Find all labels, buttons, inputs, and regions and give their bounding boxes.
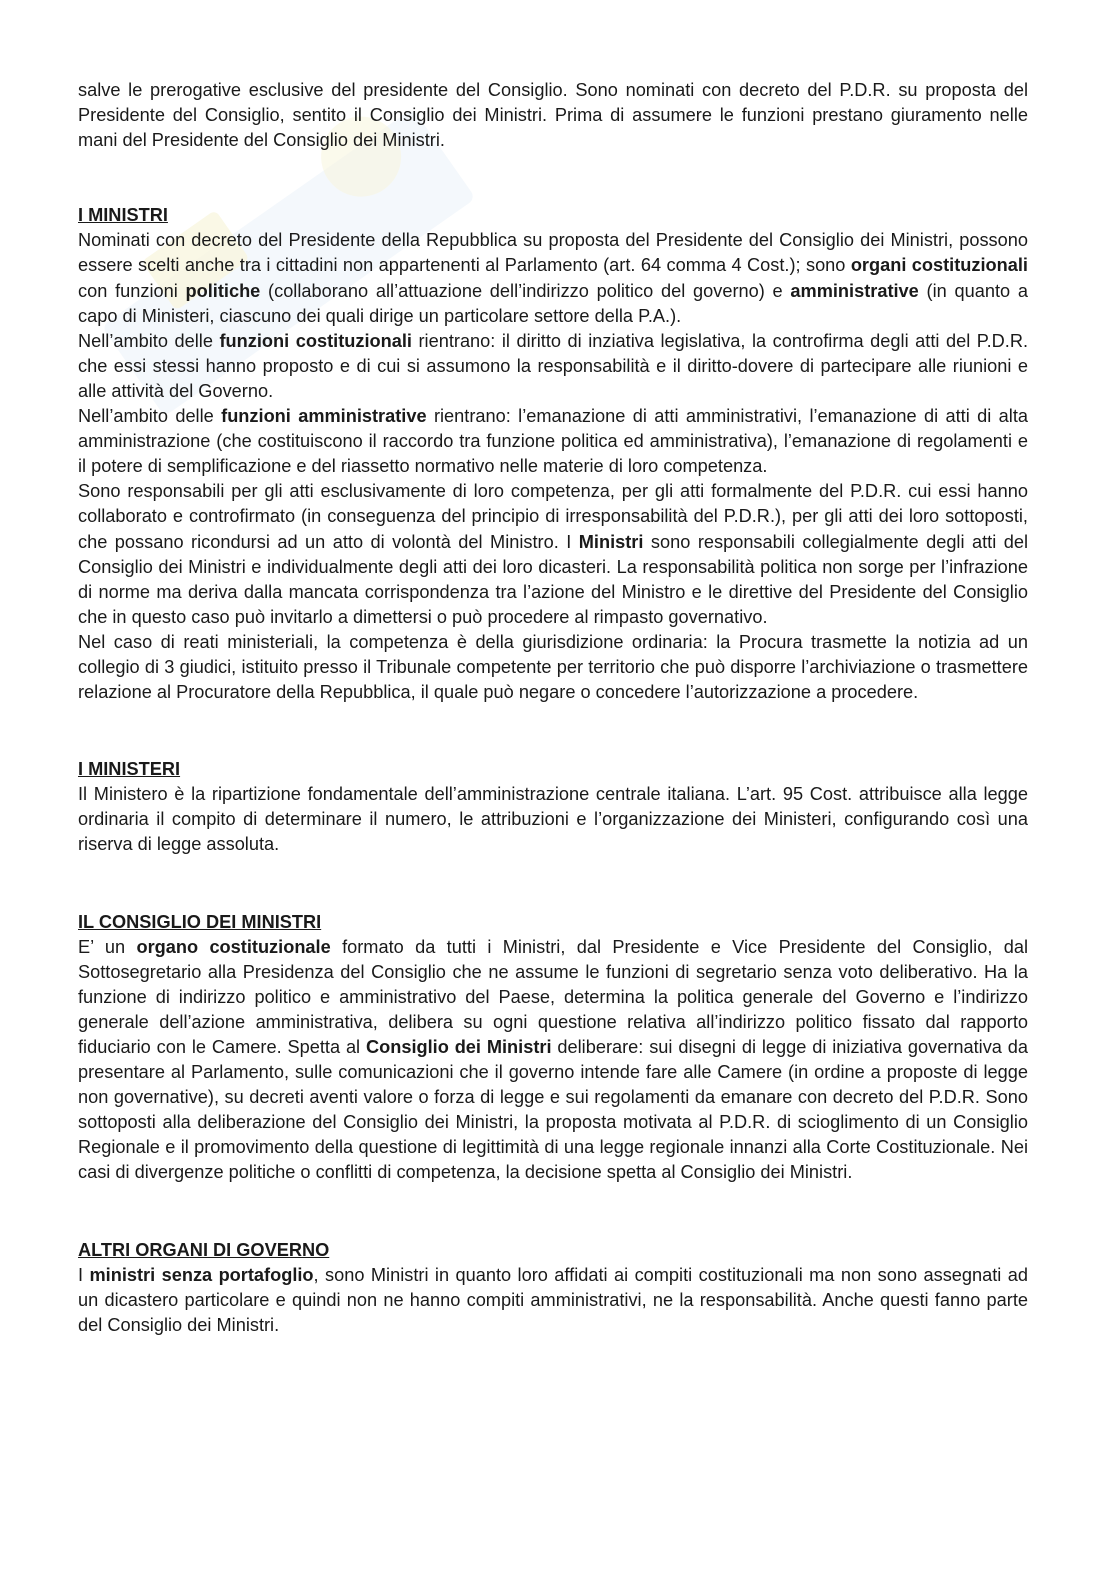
consiglio-paragraph-1: E’ un organo costituzionale formato da tutti i Ministri, dal Presidente e Vice Presidente del Consiglio, dal Sottosegretario alla Presidenza del Consiglio che ne assume le funzioni di segretario senza voto deliberativo. Ha la funzione di indirizzo politico e amministrativo del Paese, determina la politica generale del Governo e l’indirizzo generale dell’azione amministrativa, delibera su ogni questione relativa all’indirizzo politico fissato dal rapporto fiduciario con le Camere. Spetta al Consiglio dei Ministri deliberare: sui disegni di legge di iniziativa governativa da presentare al Parlamento, sulle comunicazioni che il governo intende fare alle Camere (in ordine a proposte di legge non governative), su decreti aventi valore o forza di legge e sui regolamenti da emanare con decreto del P.D.R. Sono sottoposti alla deliberazione del Consiglio dei Ministri, la proposta motivata al P.D.R. di scioglimento di un Consiglio Regionale e il promovimento della questione di legittimità di una legge regionale innanzi alla Corte Costituzionale. Nei casi di divergenze politiche o conflitti di competenza, la decisione spetta al Consiglio dei Ministri. — [78, 936, 1029, 1183]
section-ministri — [78, 203, 1028, 705]
ministri-paragraph-1: Nominati con decreto del Presidente della Repubblica su proposta del Presidente del Consiglio dei Ministri, possono essere scelti anche tra i cittadini non appartenenti al Parlamento (art. 64 comma 4 Cost.); sono organi costituzionali con funzioni politiche (collaborano all’attuazione dell’indirizzo politico del governo) e amministrative (in quanto a capo di Ministeri, ciascuno dei quali dirige un particolare settore della P.A.). — [78, 230, 1028, 326]
section-ministeri — [78, 757, 1028, 857]
intro-paragraph: salve le prerogative esclusive del presidente del Consiglio. Sono nominati con decreto del P.D.R. su proposta del Presidente del Consiglio, sentito il Consiglio dei Ministri. Prima di assumere le funzioni prestano giuramento nelle mani del Presidente del Consiglio dei Ministri. — [78, 80, 1028, 151]
section-consiglio — [78, 910, 1028, 1186]
ministri-paragraph-2: Nell’ambito delle funzioni costituzionali rientrano: il diritto di inziativa legislativa, la controfirma degli atti del P.D.R. che essi stessi hanno proposto e di cui si assumono la responsabilità e il diritto-dovere di partecipare alle riunioni e alle attività del Governo. — [78, 330, 1029, 401]
heading-i-ministeri: I MINISTERI — [78, 759, 181, 780]
document-page — [78, 78, 1028, 1338]
ministri-paragraph-4: Sono responsabili per gli atti esclusivamente di loro competenza, per gli atti formalmente del P.D.R. cui essi hanno collaborato e controfirmato (in conseguenza del principio di irresponsabilità del P.D.R.), per gli atti dei loro sottoposti, che possano ricondursi ad un atto di volontà del Ministro. I Ministri sono responsabili collegialmente degli atti del Consiglio dei Ministri e individualmente degli atti dei loro dicasteri. La responsabilità politica non sorge per l’infrazione di norme ma deriva dalla mancata corrispondenza tra l’azione del Ministro e le direttive del Presidente del Consiglio che in questo caso può invitarlo a dimettersi o può procedere al rimpasto governativo. — [78, 481, 1028, 627]
ministeri-paragraph-1: Il Ministero è la ripartizione fondamentale dell’amministrazione centrale italiana. L’art. 95 Cost. attribuisce alla legge ordinaria il compito di determinare il numero, le attribuzioni e l’organizzazione dei Ministeri, configurando così una riserva di legge assoluta. — [78, 784, 1028, 855]
heading-i-ministri: I MINISTRI — [78, 205, 168, 226]
altri-paragraph-1: I ministri senza portafoglio, sono Ministri in quanto loro affidati ai compiti costituzionali ma non sono assegnati ad un dicastero particolare e quindi non ne hanno compiti amministrativi, ne la responsabilità. Anche questi fanno parte del Consiglio dei Ministri. — [78, 1264, 1029, 1335]
section-altri-organi — [78, 1238, 1028, 1338]
ministri-paragraph-5: Nel caso di reati ministeriali, la competenza è della giurisdizione ordinaria: la Procura trasmette la notizia ad un collegio di 3 giudici, istituito presso il Tribunale competente per territorio che può disporre l’archiviazione o trasmettere relazione al Procuratore della Repubblica, il quale può negare o concedere l’autorizzazione a procedere. — [78, 631, 1028, 703]
ministri-paragraph-3: Nell’ambito delle funzioni amministrative rientrano: l’emanazione di atti amministrativi, l’emanazione di atti di alta amministrazione (che costituiscono il raccordo tra funzione politica ed amministrativa), l’emanazione di regolamenti e il potere di semplificazione e del riassetto normativo nelle materie di loro competenza. — [78, 406, 1028, 477]
heading-consiglio-dei-ministri: IL CONSIGLIO DEI MINISTRI — [78, 911, 322, 932]
heading-altri-organi-di-governo: ALTRI ORGANI DI GOVERNO — [78, 1239, 330, 1260]
